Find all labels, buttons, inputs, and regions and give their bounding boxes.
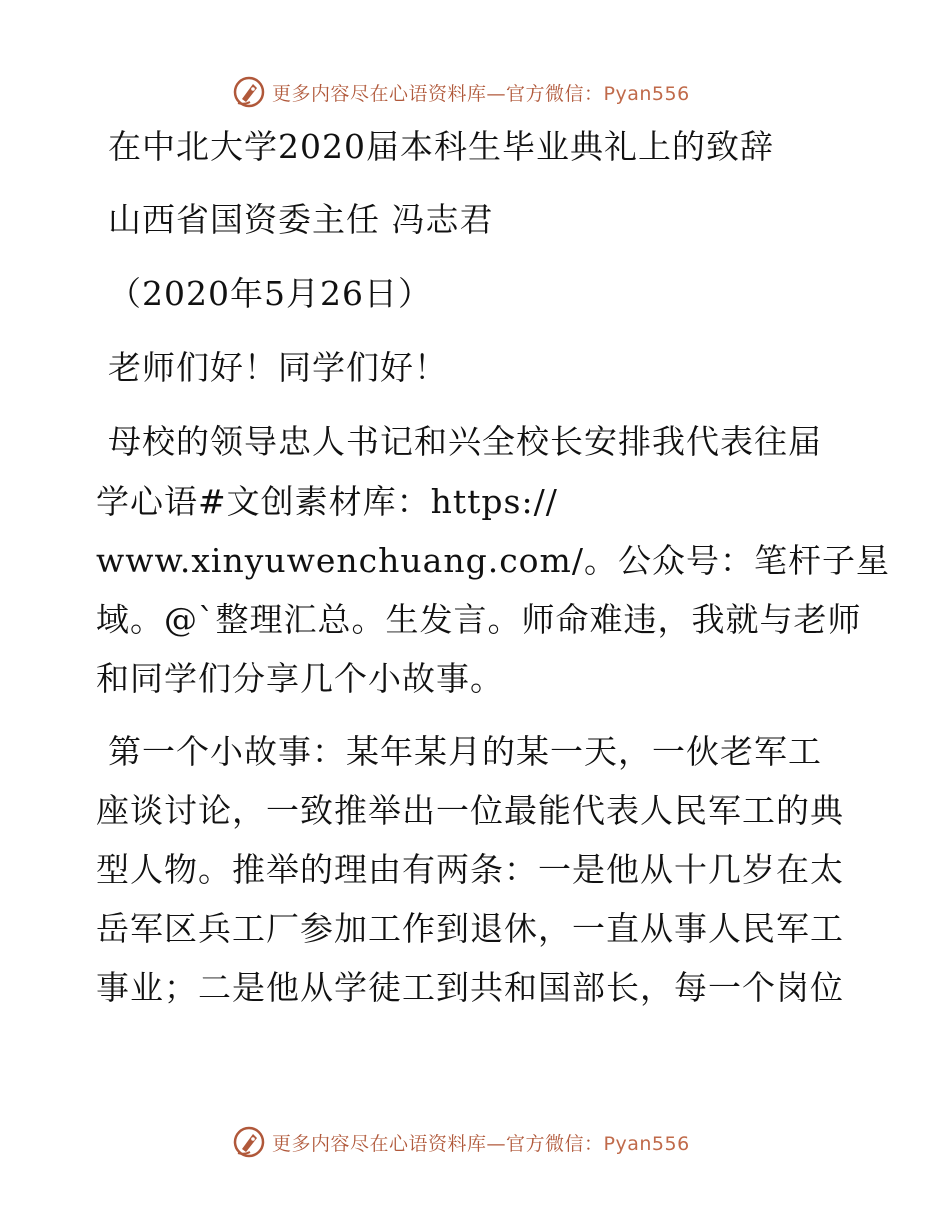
paragraph-2-line: 型人物。推举的理由有两条：一是他从十几岁在太 [96,850,844,889]
date-line: （2020年5月26日） [108,274,432,313]
paragraph-1-line: 域。@`整理汇总。生发言。师命难违，我就与老师 [96,600,862,639]
paragraph-1-line: 和同学们分享几个小故事。 [96,659,504,698]
watermark-wechat-id: Pyan556 [603,1132,690,1155]
watermark-separator: — [486,82,507,105]
watermark-wechat-id: Pyan556 [603,82,690,105]
header-watermark [232,72,752,112]
speaker-line: 山西省国资委主任 冯志君 [108,200,494,239]
footer-watermark [232,1122,752,1162]
watermark-text [272,1129,690,1156]
greeting-line: 老师们好！同学们好！ [108,348,448,387]
paragraph-2-line: 座谈讨论，一致推举出一位最能代表人民军工的典 [96,791,844,830]
paragraph-2-line: 第一个小故事：某年某月的某一天，一伙老军工 [108,732,822,771]
watermark-separator: — [486,1132,507,1155]
paragraph-1-line: 母校的领导忠人书记和兴全校长安排我代表往届 [108,422,822,461]
paragraph-1-line: 学心语#文创素材库：https:// [96,482,558,521]
paragraph-2-line: 岳军区兵工厂参加工作到退休，一直从事人民军工 [96,909,844,948]
document-title: 在中北大学2020届本科生毕业典礼上的致辞 [108,127,774,166]
watermark-prefix: 更多内容尽在心语资料库 [272,1132,487,1155]
watermark-wechat-label: 官方微信： [506,82,604,105]
paragraph-1-line: www.xinyuwenchuang.com/。公众号：笔杆子星 [96,541,890,580]
paragraph-2-line: 事业；二是他从学徒工到共和国部长，每一个岗位 [96,968,844,1007]
watermark-prefix: 更多内容尽在心语资料库 [272,82,487,105]
watermark-wechat-label: 官方微信： [506,1132,604,1155]
pen-nib-logo-icon [232,75,266,109]
pen-nib-logo-icon [232,1125,266,1159]
watermark-text [272,79,690,106]
